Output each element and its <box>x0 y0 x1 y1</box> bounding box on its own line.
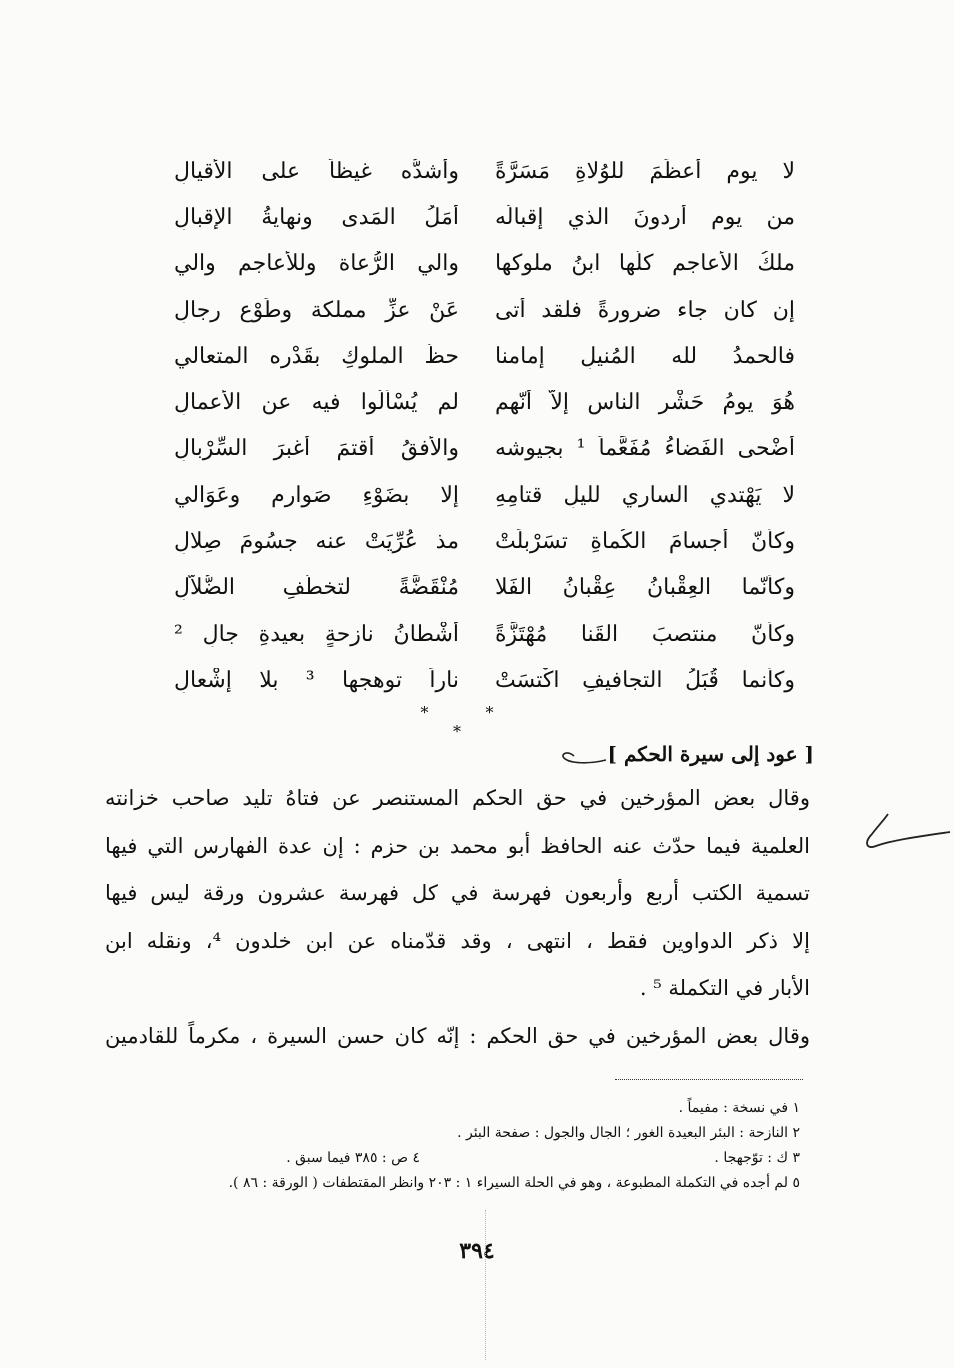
verse-second-hemistich: حظَّ الملوكِ بقَدْرِه المتعالي <box>174 343 459 369</box>
poem-verse <box>170 287 795 333</box>
verse-first-hemistich: إن كان جاء ضرورةً فلقد أتى <box>495 297 795 323</box>
verse-second-hemistich: مذ عُرِّيَتْ عنه جسُومَ صِلالِ <box>174 529 459 555</box>
footnote: ٢ النازحة : البئر البعيدة الغور ؛ الجال والجول : صفحة البئر . <box>457 1125 800 1141</box>
verse-second-hemistich: لم يُسْألُوا فيه عن الأعمالِ <box>174 390 459 416</box>
prose-paragraph <box>105 775 810 1060</box>
handwritten-underline-mark <box>560 746 608 766</box>
verse-first-hemistich: وكأنما قُبَلُ التجافيفِ اكْتسَتْ <box>495 667 795 693</box>
poem-verse <box>170 148 795 194</box>
footnote: ٤ ص : ٣٨٥ فيما سبق . <box>286 1150 420 1166</box>
verse-first-hemistich: من يوم أردونَ الذي إقبالُه <box>495 204 795 230</box>
section-separator: * * * <box>420 703 520 741</box>
verse-first-hemistich: وكأنّ أجسامَ الكُماةِ تسَرْبلَتْ <box>495 529 795 555</box>
verse-first-hemistich: أضْحى الفَضاءُ مُفَعَّماً ¹ بجيوشه <box>495 436 795 462</box>
prose-line: العلمية فيما حدّث عنه الحافظ أبو محمد بن حزم : إن عدة الفهارس التي فيها <box>105 833 810 858</box>
verse-second-hemistich: أشْطانُ نازحةٍ بعيدةِ جالِ ² <box>174 621 459 647</box>
prose-line: إلا ذكر الدواوين فقط ، انتهى ، وقد قدّمناه عن ابن خلدون ⁴، ونقله ابن <box>105 928 810 953</box>
verse-second-hemistich: إلا بضَوْءِ صَوارمٍ وعَوَالي <box>174 482 459 508</box>
verse-first-hemistich: لا يَهْتدي الساري لليلِ قتامِهِ <box>495 482 795 508</box>
footnotes <box>90 1096 800 1196</box>
verse-second-hemistich: والأفقُ أقتمَ أغبرَ السِّرْبالِ <box>174 436 459 462</box>
prose-line: الأبار في التكملة ⁵ . <box>639 976 810 1000</box>
footnote-separator <box>615 1079 803 1080</box>
poem-verse <box>170 241 795 287</box>
prose-line: تسمية الكتب أربع وأربعون فهرسة في كل فهرسة عشرون ورقة ليس فيها <box>105 881 810 905</box>
verse-second-hemistich: مُنْقَضَّةً لتخطُّفِ الضُّلاّلِ <box>174 575 459 601</box>
verse-first-hemistich: هُوَ يومُ حَشْرِ الناسِ إلاّ أنّهم <box>495 390 795 416</box>
prose-line: وقال بعض المؤرخين في حق الحكم : إنّه كان حسن السيرة ، مكرماً للقادمين <box>105 1023 810 1048</box>
section-heading <box>608 742 814 766</box>
poem-verse <box>170 426 795 472</box>
poem-verse <box>170 379 795 425</box>
footnote-row <box>90 1146 800 1171</box>
footnote: ٣ ك : توّجهجا . <box>714 1150 800 1166</box>
prose-line: وقال بعض المؤرخين في حق الحكم المستنصر عن فتاهُ تليد صاحب خزانته <box>105 786 810 810</box>
verse-first-hemistich: لا يوم أعظَمَ للوُلاةِ مَسَرَّةً <box>495 158 795 184</box>
verse-second-hemistich: والي الرُّعاة وللأعاجم والي <box>174 251 459 277</box>
page-crease <box>485 1210 486 1360</box>
handwritten-margin-mark <box>862 800 952 860</box>
section-heading-text: [ عود إلى سيرة الحكم ] <box>607 742 814 766</box>
verse-second-hemistich: عَنْ عزِّ مملكة وطَوْعِ رجالِ <box>174 297 459 323</box>
verse-second-hemistich: ناراً توهجها ³ بلا إشْعالِ <box>174 667 459 693</box>
verse-second-hemistich: أمَلُ المَدى ونهايةُ الإقبالِ <box>174 204 459 230</box>
verse-first-hemistich: فالحمدُ لله المُنيلِ إمامنا <box>495 343 795 369</box>
poem <box>170 148 795 704</box>
footnote: ١ في نسخة : مفيماً . <box>678 1100 800 1116</box>
verse-first-hemistich: ملكُ الأعاجم كلّها ابنُ ملوكها <box>495 251 795 277</box>
poem-verse <box>170 565 795 611</box>
poem-verse <box>170 611 795 657</box>
footnote: ٥ لم أجده في التكملة المطبوعة ، وهو في الحلة السيراء ١ : ٢٠٣ وانظر المقتطفات ( الورقة : ٨٦ ). <box>228 1175 800 1191</box>
poem-verse <box>170 657 795 703</box>
page-number: ٣٩٤ <box>459 1238 495 1264</box>
verse-second-hemistich: وأشدُّه غيظاً على الأقيالِ <box>174 158 459 184</box>
poem-verse <box>170 333 795 379</box>
verse-first-hemistich: وكأنّما العِقْبانُ عِقْبانُ الفَلا <box>495 575 795 601</box>
poem-verse <box>170 518 795 564</box>
poem-verse <box>170 472 795 518</box>
poem-verse <box>170 194 795 240</box>
verse-first-hemistich: وكأنّ منتصبَ القَنا مُهْتَزَّةً <box>495 621 795 647</box>
